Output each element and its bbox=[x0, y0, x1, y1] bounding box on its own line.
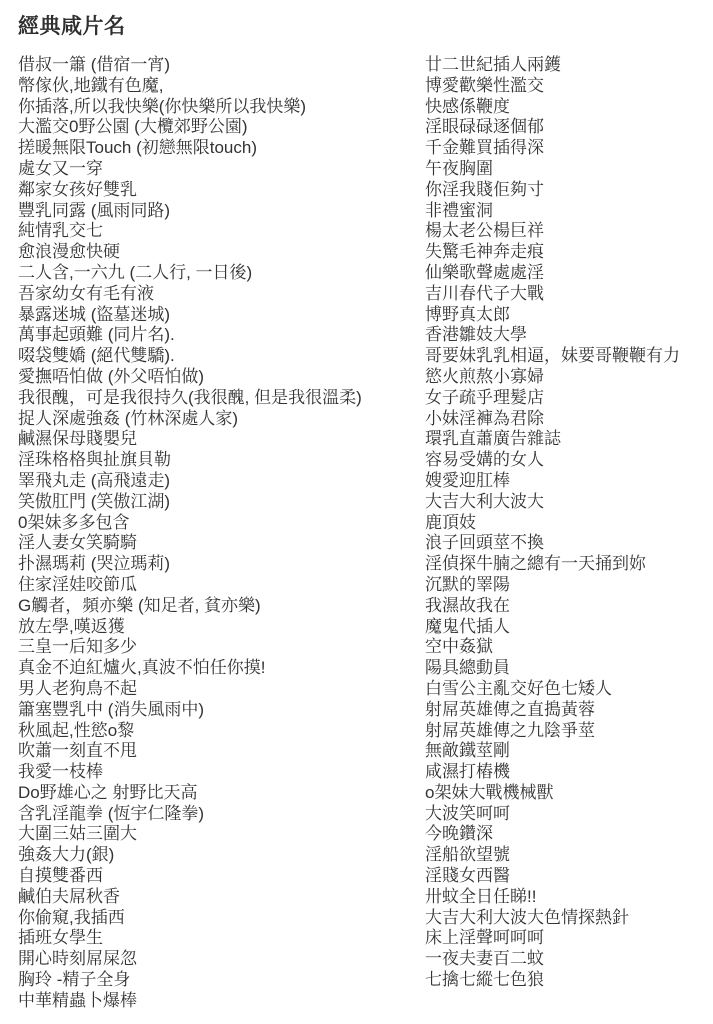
list-item: 簫塞豐乳中 (消失風雨中) bbox=[18, 699, 205, 719]
list-item: 捉人深處強姦 (竹林深處人家) bbox=[18, 408, 239, 428]
list-item: 咸濕打樁機 bbox=[425, 762, 510, 782]
list-item: 淫賤女西醫 bbox=[425, 866, 510, 886]
list-item: 0架妹多多包含 bbox=[18, 512, 130, 532]
list-item: 博愛歡樂性濫交 bbox=[425, 75, 544, 95]
list-item: 自摸雙番西 bbox=[18, 866, 103, 886]
list-item: 愛撫唔怕做 (外父唔怕做) bbox=[18, 366, 205, 386]
list-item: 胸玲 -精子全身 bbox=[18, 970, 131, 990]
list-item: 今晚鑽深 bbox=[425, 824, 493, 844]
list-item: 一夜夫妻百二蚊 bbox=[425, 949, 544, 969]
list-item: 千金難買插得深 bbox=[425, 138, 544, 158]
list-item: 吹蕭一刻直不甩 bbox=[18, 741, 137, 761]
list-item: 小妹淫褲為君除 bbox=[425, 408, 544, 428]
list-item: 無敵鐵莖剛 bbox=[425, 741, 510, 761]
list-item: 射屌英雄傳之九陰爭莖 bbox=[425, 720, 595, 740]
list-item: 二人含,一六九 (二人行, 一日後) bbox=[18, 262, 253, 282]
list-item: 萬事起頭難 (同片名). bbox=[18, 325, 175, 345]
list-item: 床上淫聲呵呵呵 bbox=[425, 928, 544, 948]
list-item: 大吉大利大波大 bbox=[425, 491, 544, 511]
list-item: 環乳直蕭廣告雜誌 bbox=[425, 429, 561, 449]
list-item: 淫珠格格與扯旗貝勒 bbox=[18, 450, 171, 470]
list-item: 楊太老公楊巨祥 bbox=[425, 221, 544, 241]
list-item: 射屌英雄傳之直搗黃蓉 bbox=[425, 699, 595, 719]
list-item: 慾火煎熬小寡婦 bbox=[425, 366, 544, 386]
list-item: 你插落,所以我快樂(你快樂所以我快樂) bbox=[18, 96, 307, 116]
list-item: 哥要妹乳乳相逼，妹要哥鞭鞭有力 bbox=[425, 346, 680, 366]
list-item: 吉川春代子大戰 bbox=[425, 283, 544, 303]
list-item: 啜袋雙嬌 (絕代雙驕). bbox=[18, 346, 175, 366]
list-item: 大濫交0野公園 (大欖郊野公園) bbox=[18, 117, 248, 137]
list-item: 大吉大利大波大色情探熱針 bbox=[425, 907, 629, 927]
list-item: 秋風起,性慾o黎 bbox=[18, 720, 135, 740]
list-item: 淫人妻女笑騎騎 bbox=[18, 533, 137, 553]
list-item: 失驚毛神奔走痕 bbox=[425, 242, 544, 262]
list-item: 廿二世紀插人兩鑊 bbox=[425, 55, 561, 74]
page-title: 經典咸片名 bbox=[18, 15, 126, 38]
list-item: 卅蚊全日任睇!! bbox=[425, 886, 537, 906]
list-item: 鄰家女孩好雙乳 bbox=[18, 179, 137, 199]
list-item: 香港雛妓大學 bbox=[425, 325, 527, 345]
list-item: 中華精蟲卜爆棒 bbox=[18, 990, 137, 1010]
list-item: 鹿頂妓 bbox=[425, 512, 476, 532]
list-item: 午夜胸圍 bbox=[425, 158, 493, 178]
list-item: 我很醜，可是我很持久(我很醜, 但是我很溫柔) bbox=[18, 387, 362, 407]
list-item: 男人老狗鳥不起 bbox=[18, 678, 137, 698]
list-item: 睪飛丸走 (高飛遠走) bbox=[18, 470, 171, 490]
list-item: 借叔一簫 (借宿一宵) bbox=[18, 55, 171, 74]
list-item: o架妹大戰機械獸 bbox=[425, 782, 554, 802]
list-item: 魔鬼代插人 bbox=[425, 616, 510, 636]
list-item: 快感係鞭度 bbox=[425, 96, 510, 116]
list-item: 淫眼碌碌逐個郁 bbox=[425, 117, 544, 137]
list-item: 淫船欲望號 bbox=[425, 845, 510, 865]
list-item: 仙樂歌聲處處淫 bbox=[425, 262, 544, 282]
list-item: 鹹伯夫屌秋香 bbox=[18, 886, 120, 906]
list-item: 純情乳交七 bbox=[18, 221, 103, 241]
list-item: 你淫我賤佢夠寸 bbox=[425, 179, 544, 199]
list-item: Do野雄心之 射野比天高 bbox=[18, 782, 198, 802]
list-item: 含乳淫龍拳 (恆宇仁隆拳) bbox=[18, 803, 205, 823]
list-item: 愈浪漫愈快硬 bbox=[18, 242, 120, 262]
list-item: 淫偵探牛腩之總有一天捅到妳 bbox=[425, 554, 646, 574]
list-item: 沉默的睪陽 bbox=[425, 574, 510, 594]
list-item: 幣傢伙,地鐵有色魔, bbox=[18, 75, 164, 95]
list-item: 容易受媾的女人 bbox=[425, 450, 544, 470]
list-item: 大圍三姑三圍大 bbox=[18, 824, 137, 844]
list-item: 鹹濕保母賤嬰兒 bbox=[18, 429, 137, 449]
list-item: 我愛一枝棒 bbox=[18, 762, 103, 782]
list-item: 插班女學生 bbox=[18, 928, 103, 948]
list-item: 浪子回頭莖不換 bbox=[425, 533, 544, 553]
list-item: 強姦大力(銀) bbox=[18, 845, 115, 865]
list-item: 真金不迫紅爐火,真波不怕任你摸! bbox=[18, 658, 266, 678]
list-item: 住家淫娃咬節瓜 bbox=[18, 574, 137, 594]
list-item: 嫂愛迎肛棒 bbox=[425, 470, 510, 490]
list-item: 豐乳同露 (風雨同路) bbox=[18, 200, 171, 220]
list-item: 非禮蜜洞 bbox=[425, 200, 493, 220]
list-item: 放左學,嘆返獲 bbox=[18, 616, 125, 636]
list-item: 白雪公主亂交好色七矮人 bbox=[425, 678, 612, 698]
list-item: 吾家幼女有毛有液 bbox=[18, 283, 154, 303]
list-item: 處女又一穿 bbox=[18, 158, 103, 178]
list-item: 七擒七縱七色狼 bbox=[425, 970, 544, 990]
list-item: 笑傲肛門 (笑傲江湖) bbox=[18, 491, 171, 511]
list-item: 女子疏乎理髮店 bbox=[425, 387, 544, 407]
list-item: 扑濕瑪莉 (哭泣瑪莉) bbox=[18, 554, 171, 574]
list-item: 博野真太郎 bbox=[425, 304, 510, 324]
list-item: 我濕故我在 bbox=[425, 595, 510, 615]
list-item: 搓暖無限Touch (初戀無限touch) bbox=[18, 138, 257, 158]
title-list-right-column bbox=[425, 55, 680, 991]
title-list-left-column bbox=[18, 55, 362, 1012]
list-item: 開心時刻屌屎忽 bbox=[18, 949, 137, 969]
list-item: 你偷窺,我插西 bbox=[18, 907, 125, 927]
list-item: 空中姦獄 bbox=[425, 637, 493, 657]
list-item: G觸者，頻亦樂 (知足者, 貧亦樂) bbox=[18, 595, 261, 615]
list-item: 三皇一后知多少 bbox=[18, 637, 137, 657]
list-item: 陽具總動員 bbox=[425, 658, 510, 678]
list-item: 暴露迷城 (盜墓迷城) bbox=[18, 304, 171, 324]
list-item: 大波笑呵呵 bbox=[425, 803, 510, 823]
